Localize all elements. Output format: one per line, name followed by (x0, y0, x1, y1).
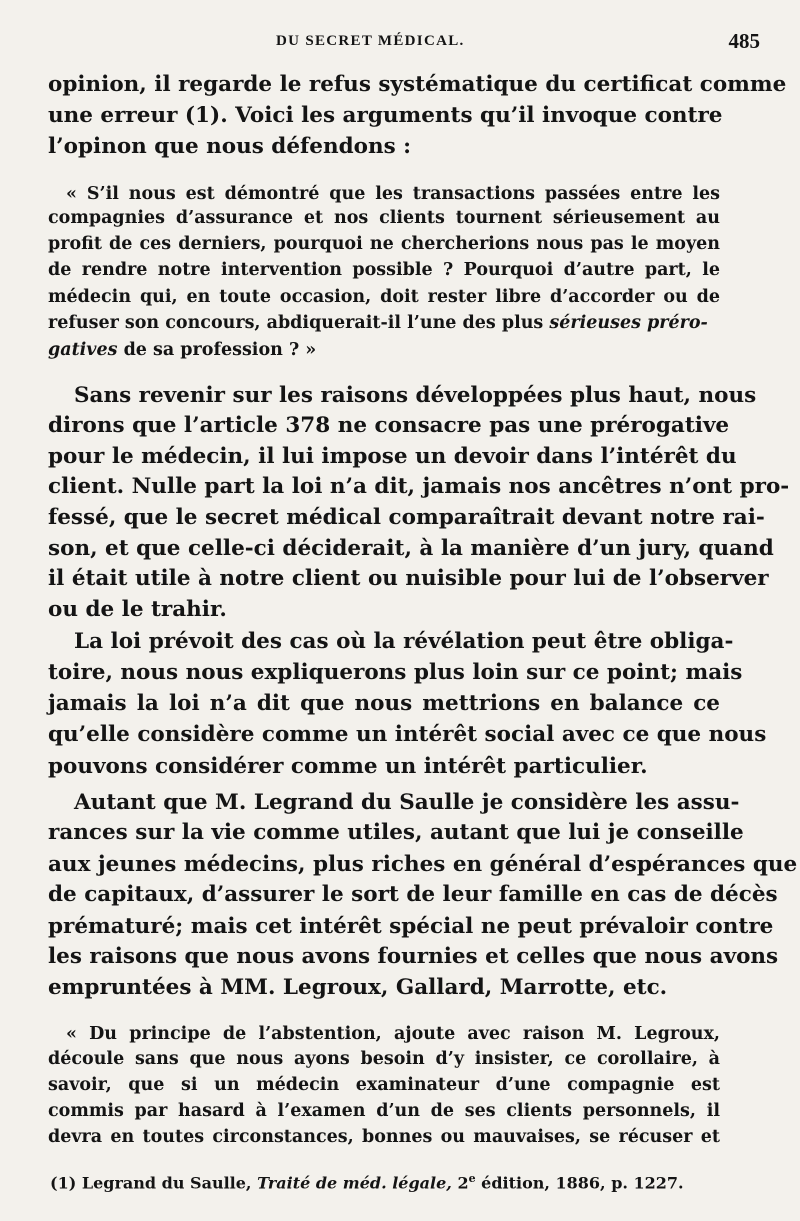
text-line: les raisons que nous avons fournies et celles que nous avons (48, 944, 779, 969)
page-number: 485 (728, 29, 760, 53)
text-line: toire, nous nous expliquerons plus loin sur ce point; mais (48, 660, 743, 685)
running-title: DU SECRET MÉDICAL. (276, 33, 465, 49)
quote-line (48, 310, 720, 336)
footnote-rest: édition, 1886, p. 1227. (481, 1173, 684, 1193)
footnote-edition-sup: e (468, 1172, 476, 1185)
quote-italic-word: sérieuses préro- (549, 313, 708, 333)
footnote (50, 1167, 720, 1191)
text-line: ou de le trahir. (48, 597, 227, 622)
text-line: fessé, que le secret médical comparaîtrait devant notre rai- (48, 505, 765, 530)
quote-line: savoir, que si un médecin examinateur d’une compagnie est (48, 1075, 720, 1095)
text-line: rances sur la vie comme utiles, autant que lui je conseille (48, 820, 744, 845)
footnote-title: Traité de méd. légale, (257, 1173, 452, 1193)
quote-italic-word: gatives (48, 340, 118, 360)
text-line: client. Nulle part la loi n’a dit, jamais nos ancêtres n’ont pro- (48, 474, 790, 499)
text-line: Autant que M. Legrand du Saulle je considère les assu- (74, 790, 740, 815)
text-line: prématuré; mais cet intérêt spécial ne peut prévaloir contre (48, 914, 774, 939)
quote-line: de rendre notre intervention possible ? Pourquoi d’autre part, le (48, 260, 720, 280)
quote-line: profit de ces derniers, pourquoi ne chercherions nous pas le moyen (48, 234, 720, 254)
quote-line: compagnies d’assurance et nos clients tournent sérieusement au (48, 208, 720, 228)
text-line: dirons que l’article 378 ne consacre pas une prérogative (48, 413, 730, 438)
quote-line: commis par hasard à l’examen d’un de ses clients personnels, il (48, 1101, 720, 1121)
text-line: qu’elle considère comme un intérêt social avec ce que nous (48, 722, 767, 747)
quote-line: « Du principe de l’abstention, ajoute avec raison M. Legroux, (66, 1024, 720, 1044)
quote-line-part: refuser son concours, abdiquerait-il l’une des plus (48, 313, 544, 333)
text-line: pouvons considérer comme un intérêt particulier. (48, 754, 648, 779)
text-line: Sans revenir sur les raisons développées plus haut, nous (74, 383, 757, 408)
text-line: jamais la loi n’a dit que nous mettrions en balance ce (48, 691, 720, 716)
quote-line-part: de sa profession ? » (123, 340, 317, 360)
text-line: il était utile à notre client ou nuisible pour lui de l’observer (48, 566, 769, 591)
quote-line (48, 337, 720, 363)
quote-line: devra en toutes circonstances, bonnes ou mauvaises, se récuser et (48, 1127, 720, 1147)
text-line: pour le médecin, il lui impose un devoir dans l’intérêt du (48, 444, 737, 469)
footnote-edition: 2 (457, 1173, 469, 1193)
text-line: aux jeunes médecins, plus riches en général d’espérances que (48, 852, 798, 877)
text-line: une erreur (1). Voici les arguments qu’il invoque contre (48, 103, 723, 128)
text-line: opinion, il regarde le refus systématique du certificat comme (48, 72, 787, 97)
quote-line: découle sans que nous ayons besoin d’y insister, ce corollaire, à (48, 1049, 720, 1069)
footnote-author: (1) Legrand du Saulle, (50, 1173, 252, 1193)
text-line: empruntées à MM. Legroux, Gallard, Marrotte, etc. (48, 975, 668, 1000)
text-line: La loi prévoit des cas où la révélation peut être obliga- (74, 629, 734, 654)
page-header (48, 29, 760, 55)
text-line: l’opinon que nous défendons : (48, 134, 412, 159)
text-line: de capitaux, d’assurer le sort de leur famille en cas de décès (48, 882, 778, 907)
quote-line: médecin qui, en toute occasion, doit rester libre d’accorder ou de (48, 287, 720, 307)
text-line: son, et que celle-ci déciderait, à la manière d’un jury, quand (48, 536, 774, 561)
quote-line: « S’il nous est démontré que les transactions passées entre les (66, 184, 720, 204)
